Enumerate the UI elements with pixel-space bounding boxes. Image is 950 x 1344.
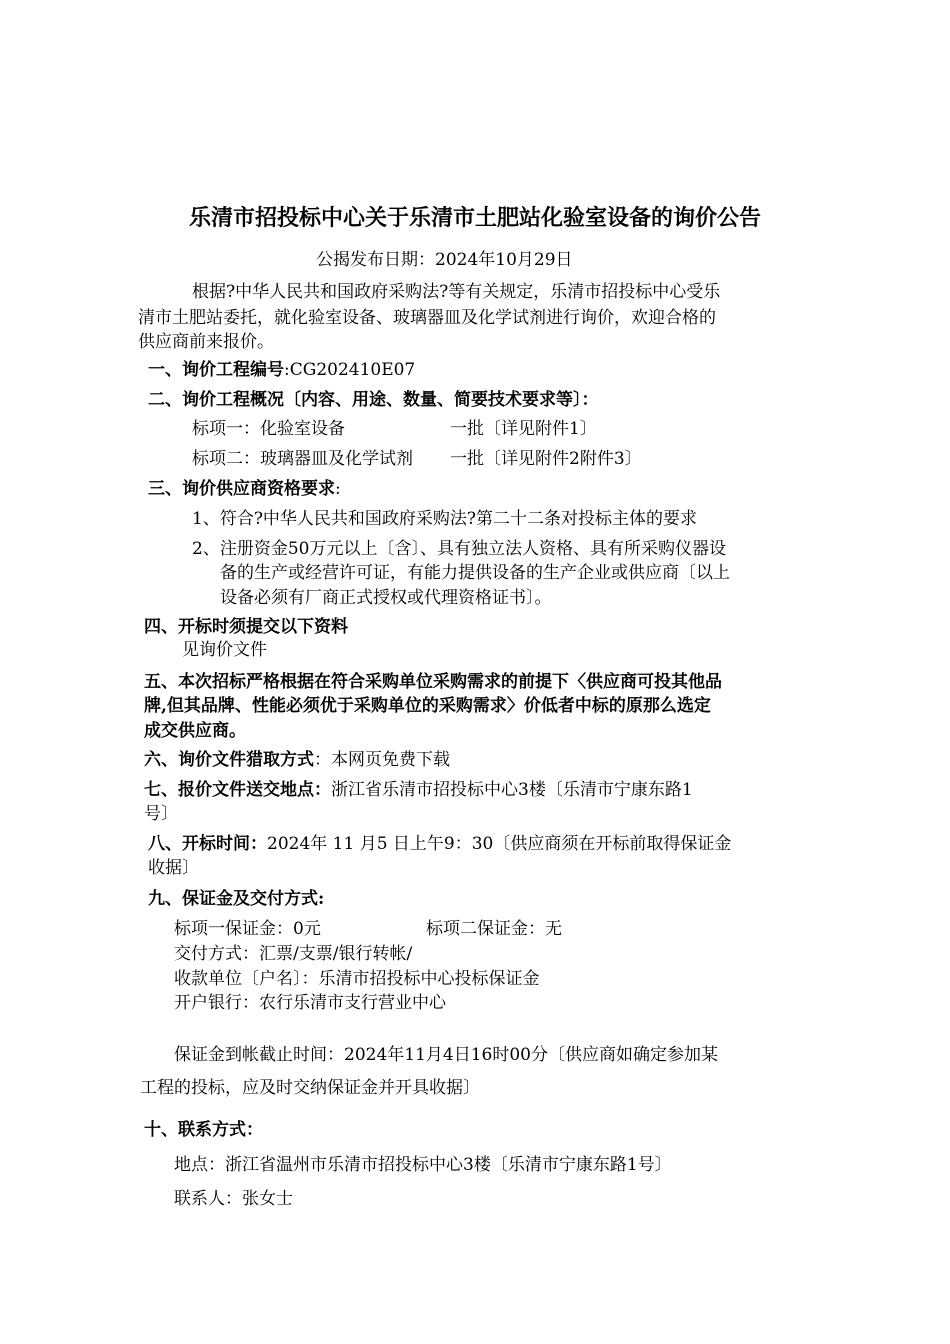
intro-line-1: 根据?中华人民共和国政府采购法?等有关规定，乐清市招投标中心受乐	[192, 282, 721, 302]
lot-2-qty: 一批〔详见附件2附件3〕	[450, 449, 642, 469]
deposit-lot-1: 标项一保证金：0元	[174, 919, 321, 939]
contact-person: 联系人：张女士	[174, 1189, 293, 1209]
section-2-heading: 二、询价工程概况〔内容、用途、数量、简要技术要求等〕：	[148, 390, 599, 410]
bank: 开户银行：农行乐清市支行营业中心	[174, 993, 446, 1013]
requirement-1: 1、符合?中华人民共和国政府采购法?第二十二条对投标主体的要求	[192, 509, 698, 529]
lot-1-label: 标项一：化验室设备	[192, 419, 345, 439]
section-3-colon: :	[335, 479, 341, 499]
publish-date: 公揭发布日期：2024年10月29日	[316, 250, 573, 270]
section-5-line-2: 牌,但其品牌、性能必须优于采购单位的采购需求〉价低者中标的原那么选定	[144, 696, 711, 716]
requirement-2-line-2: 备的生产或经营许可证，有能力提供设备的生产企业或供应商〔以上	[220, 563, 730, 583]
section-6-value: ：本网页免费下载	[314, 750, 450, 770]
section-3-heading: 三、询价供应商资格要求	[148, 479, 335, 499]
section-4-heading: 四、开标时须提交以下资料	[144, 617, 348, 637]
page-title: 乐清市招投标中心关于乐清市土肥站化验室设备的询价公告	[188, 205, 761, 231]
section-9	[148, 887, 324, 911]
requirement-2-line-1: 2、注册资金50万元以上〔含〕、具有独立法人资格、具有所采购仪器设	[192, 539, 726, 559]
section-7-value-cont: 号〕	[144, 804, 178, 824]
intro-line-2: 清市土肥站委托，就化验室设备、玻璃器皿及化学试剂进行询价，欢迎合格的	[138, 308, 716, 328]
section-8-heading: 八、开标时间：	[148, 834, 267, 854]
deposit-deadline-line-2: 工程的投标，应及时交纳保证金并开具收据〕	[140, 1078, 480, 1098]
deposit-deadline-line-1: 保证金到帐截止时间：2024年11月4日16时00分〔供应商如确定参加某	[174, 1045, 718, 1065]
section-5-line-1: 五、本次招标严格根据在符合采购单位采购需求的前提下〈供应商可投其他品	[144, 672, 722, 692]
opening-time: 2024年 11 月5 日上午9：30〔供应商须在开标前取得保证金	[267, 834, 732, 854]
section-4-value: 见询价文件	[182, 640, 267, 660]
section-3	[148, 477, 341, 501]
deposit-row	[174, 917, 562, 941]
section-1-heading: 一、询价工程编号	[148, 360, 284, 380]
requirement-2-line-3: 设备必须有厂商正式授权或代理资格证书〕。	[220, 588, 552, 608]
section-5-line-3: 成交供应商。	[144, 721, 246, 741]
section-7-value: 浙江省乐清市招投标中心3楼〔乐清市宁康东路1	[331, 780, 693, 800]
lot-2-label: 标项二：玻璃器皿及化学试剂	[192, 449, 413, 469]
section-10-heading: 十、联系方式：	[144, 1120, 263, 1140]
section-9-heading: 九、保证金及交付方式	[148, 889, 318, 909]
payment-method: 交付方式：汇票/支票/银行转帐/	[174, 944, 413, 964]
section-8	[148, 832, 731, 856]
section-6	[144, 748, 450, 772]
lot-2-row	[192, 447, 642, 471]
lot-1-row	[192, 417, 597, 441]
lot-1-qty: 一批〔详见附件1〕	[450, 419, 597, 439]
section-7-heading: 七、报价文件送交地点：	[144, 780, 331, 800]
contact-address: 地点：浙江省温州市乐清市招投标中心3楼〔乐清市宁康东路1号〕	[174, 1155, 672, 1175]
section-1	[148, 358, 415, 382]
section-9-colon: :	[318, 889, 325, 909]
section-6-heading: 六、询价文件猎取方式	[144, 750, 314, 770]
project-number: :CG202410E07	[284, 360, 416, 380]
payee: 收款单位〔户名〕：乐清市招投标中心投标保证金	[174, 969, 540, 989]
section-8-value-cont: 收据〕	[148, 858, 199, 878]
section-7	[144, 778, 693, 802]
intro-line-3: 供应商前来报价。	[138, 332, 274, 352]
deposit-lot-2: 标项二保证金：无	[426, 919, 562, 939]
